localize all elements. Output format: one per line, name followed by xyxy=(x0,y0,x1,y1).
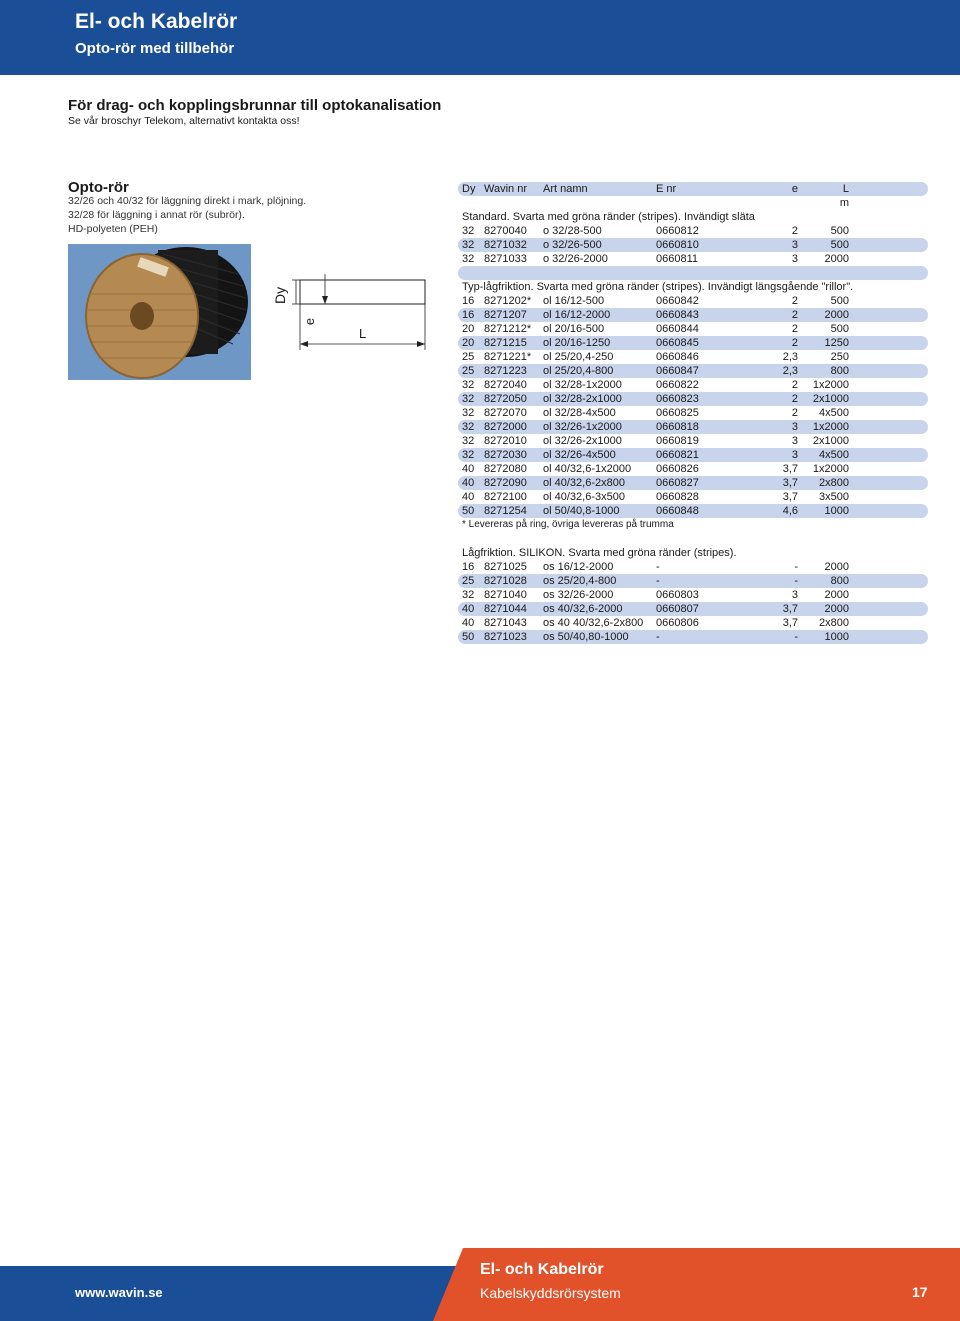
product-desc-line: HD-polyeten (PEH) xyxy=(68,223,158,235)
header-subtitle: Opto-rör med tillbehör xyxy=(75,40,235,57)
cell-wavin-nr: 8271043 xyxy=(484,617,527,629)
cell-wavin-nr: 8272050 xyxy=(484,393,527,405)
table-row xyxy=(458,476,928,490)
cell-e-nr: 0660842 xyxy=(656,295,699,307)
footer-url[interactable]: www.wavin.se xyxy=(75,1285,163,1300)
cell-e: 2 xyxy=(791,295,798,307)
cell-e-nr: 0660826 xyxy=(656,463,699,475)
cell-dy: 50 xyxy=(462,505,475,517)
col-unit-l: m xyxy=(839,197,849,209)
cell-e: - xyxy=(794,575,798,587)
cell-l: 1x2000 xyxy=(812,421,849,433)
cell-e-nr: 0660827 xyxy=(656,477,699,489)
cell-e: 2 xyxy=(791,323,798,335)
cell-dy: 40 xyxy=(462,477,475,489)
cell-l: 500 xyxy=(830,295,849,307)
table-row xyxy=(458,294,928,308)
cell-dy: 50 xyxy=(462,631,475,643)
page-header xyxy=(0,0,960,75)
cell-e: 2,3 xyxy=(782,365,798,377)
cell-e: 2,3 xyxy=(782,351,798,363)
table-row xyxy=(458,448,928,462)
cell-e: 3,7 xyxy=(782,617,798,629)
cell-e: 2 xyxy=(791,407,798,419)
product-desc-line: 32/26 och 40/32 för läggning direkt i mark, plöjning. xyxy=(68,195,307,207)
cell-dy: 40 xyxy=(462,491,475,503)
cell-e: 3,7 xyxy=(782,491,798,503)
table-header-row xyxy=(458,182,928,196)
cell-e: 2 xyxy=(791,309,798,321)
cell-dy: 32 xyxy=(462,253,475,265)
table-row xyxy=(458,504,928,518)
col-header-dy: Dy xyxy=(462,183,476,195)
cell-dy: 32 xyxy=(462,379,475,391)
cell-wavin-nr: 8271202* xyxy=(484,295,532,307)
cell-art-namn: ol 20/16-500 xyxy=(543,323,605,335)
cell-e-nr: - xyxy=(656,575,660,587)
cell-wavin-nr: 8271033 xyxy=(484,253,527,265)
cell-art-namn: os 16/12-2000 xyxy=(543,561,614,573)
product-table xyxy=(458,182,928,644)
cell-e-nr: - xyxy=(656,631,660,643)
cell-art-namn: os 40/32,6-2000 xyxy=(543,603,623,615)
cell-dy: 32 xyxy=(462,239,475,251)
cell-art-namn: ol 50/40,8-1000 xyxy=(543,505,620,517)
table-row xyxy=(458,434,928,448)
cell-l: 2000 xyxy=(824,253,849,265)
cell-l: 2000 xyxy=(824,561,849,573)
table-row xyxy=(458,308,928,322)
cell-dy: 32 xyxy=(462,449,475,461)
table-unit-row xyxy=(458,196,928,210)
cell-art-namn: ol 32/28-4x500 xyxy=(543,407,616,419)
cell-art-namn: ol 32/26-2x1000 xyxy=(543,435,622,447)
intro-title: För drag- och kopplingsbrunnar till optokanalisation xyxy=(68,97,442,114)
cell-l: 1250 xyxy=(824,337,849,349)
table-row xyxy=(458,364,928,378)
cell-dy: 32 xyxy=(462,407,475,419)
footer-title: El- och Kabelrör xyxy=(480,1261,604,1278)
cell-wavin-nr: 8272100 xyxy=(484,491,527,503)
cell-e-nr: 0660806 xyxy=(656,617,699,629)
cell-l: 3x500 xyxy=(819,491,849,503)
cell-wavin-nr: 8271221* xyxy=(484,351,532,363)
cell-e-nr: 0660844 xyxy=(656,323,699,335)
cell-l: 1000 xyxy=(824,505,849,517)
cell-dy: 16 xyxy=(462,309,475,321)
cell-e-nr: 0660821 xyxy=(656,449,699,461)
table-spacer-row xyxy=(458,266,928,280)
cell-art-namn: o 32/28-500 xyxy=(543,225,602,237)
cell-e-nr: 0660803 xyxy=(656,589,699,601)
cell-wavin-nr: 8271040 xyxy=(484,589,527,601)
cell-art-namn: ol 16/12-2000 xyxy=(543,309,611,321)
cell-l: 500 xyxy=(830,225,849,237)
cell-dy: 32 xyxy=(462,225,475,237)
intro-subtitle: Se vår broschyr Telekom, alternativt kontakta oss! xyxy=(68,115,300,127)
table-row xyxy=(458,490,928,504)
cell-l: 2000 xyxy=(824,603,849,615)
cell-wavin-nr: 8272070 xyxy=(484,407,527,419)
cell-dy: 32 xyxy=(462,435,475,447)
col-header-e: e xyxy=(791,183,798,195)
diagram-label-dy: Dy xyxy=(272,286,288,304)
product-desc-line: 32/28 för läggning i annat rör (subrör). xyxy=(68,209,245,221)
cell-e: 2 xyxy=(791,379,798,391)
cell-l: 2000 xyxy=(824,309,849,321)
cell-art-namn: ol 40/32,6-3x500 xyxy=(543,491,625,503)
cell-wavin-nr: 8271023 xyxy=(484,631,527,643)
cell-wavin-nr: 8271215 xyxy=(484,337,527,349)
cell-wavin-nr: 8271207 xyxy=(484,309,527,321)
cell-wavin-nr: 8271044 xyxy=(484,603,527,615)
cell-e-nr: 0660845 xyxy=(656,337,699,349)
cell-l: 500 xyxy=(830,323,849,335)
section-title: Standard. Svarta med gröna ränder (stripes). Invändigt släta xyxy=(462,211,755,223)
header-title: El- och Kabelrör xyxy=(75,10,238,33)
cell-dy: 20 xyxy=(462,337,475,349)
cell-e: 3 xyxy=(791,589,798,601)
table-row xyxy=(458,378,928,392)
table-row xyxy=(458,350,928,364)
cell-e: 3,7 xyxy=(782,477,798,489)
cell-art-namn: o 32/26-500 xyxy=(543,239,602,251)
footer-subtitle: Kabelskyddsrörsystem xyxy=(480,1285,621,1301)
cell-e-nr: 0660825 xyxy=(656,407,699,419)
table-row xyxy=(458,420,928,434)
cell-e-nr: 0660828 xyxy=(656,491,699,503)
cell-dy: 40 xyxy=(462,617,475,629)
cell-wavin-nr: 8271028 xyxy=(484,575,527,587)
cell-l: 4x500 xyxy=(819,449,849,461)
cell-art-namn: ol 40/32,6-1x2000 xyxy=(543,463,632,475)
cell-e: 4,6 xyxy=(782,505,798,517)
cell-wavin-nr: 8271025 xyxy=(484,561,527,573)
cell-dy: 16 xyxy=(462,561,475,573)
cell-e: 3 xyxy=(791,239,798,251)
cell-wavin-nr: 8271223 xyxy=(484,365,527,377)
cell-l: 1x2000 xyxy=(812,379,849,391)
cell-art-namn: ol 32/28-1x2000 xyxy=(543,379,622,391)
table-row xyxy=(458,574,928,588)
cell-e: 3 xyxy=(791,253,798,265)
cell-wavin-nr: 8270040 xyxy=(484,225,527,237)
cell-e: 3 xyxy=(791,435,798,447)
table-row xyxy=(458,560,928,574)
table-row xyxy=(458,462,928,476)
cell-e: 2 xyxy=(791,337,798,349)
cell-e: 3,7 xyxy=(782,603,798,615)
col-header-enr: E nr xyxy=(656,183,677,195)
cell-art-namn: ol 32/28-2x1000 xyxy=(543,393,622,405)
cell-l: 1x2000 xyxy=(812,463,849,475)
section-title: Typ-lågfriktion. Svarta med gröna ränder (stripes). Invändigt längsgående "rillor". xyxy=(462,281,854,293)
cell-dy: 40 xyxy=(462,603,475,615)
cell-art-namn: os 40 40/32,6-2x800 xyxy=(543,617,644,629)
cell-art-namn: ol 25/20,4-250 xyxy=(543,351,614,363)
cell-wavin-nr: 8271032 xyxy=(484,239,527,251)
cell-l: 2x800 xyxy=(819,617,849,629)
table-section-standard xyxy=(458,210,928,266)
cell-e-nr: - xyxy=(656,561,660,573)
cell-dy: 16 xyxy=(462,295,475,307)
cell-e: - xyxy=(794,631,798,643)
cell-dy: 32 xyxy=(462,393,475,405)
cell-wavin-nr: 8272080 xyxy=(484,463,527,475)
cell-l: 4x500 xyxy=(819,407,849,419)
col-header-l: L xyxy=(842,183,849,195)
table-section-silikon xyxy=(458,546,928,644)
cell-wavin-nr: 8271254 xyxy=(484,505,527,517)
cell-e-nr: 0660848 xyxy=(656,505,699,517)
cell-art-namn: ol 25/20,4-800 xyxy=(543,365,614,377)
cell-l: 1000 xyxy=(824,631,849,643)
cell-l: 2x1000 xyxy=(812,393,849,405)
product-title: Opto-rör xyxy=(68,179,129,196)
table-row xyxy=(458,238,928,252)
cell-l: 500 xyxy=(830,239,849,251)
cell-art-namn: os 25/20,4-800 xyxy=(543,575,617,587)
cell-e: 3 xyxy=(791,449,798,461)
diagram-label-e: e xyxy=(302,317,318,326)
cell-wavin-nr: 8272030 xyxy=(484,449,527,461)
cell-wavin-nr: 8272010 xyxy=(484,435,527,447)
cell-wavin-nr: 8272090 xyxy=(484,477,527,489)
table-section-lagfriktion xyxy=(458,280,928,518)
pipe-dimension-diagram xyxy=(270,270,440,350)
diagram-label-l: L xyxy=(359,326,367,341)
cell-e-nr: 0660811 xyxy=(656,253,699,265)
cell-e-nr: 0660810 xyxy=(656,239,699,251)
cell-e: 3 xyxy=(791,421,798,433)
cell-wavin-nr: 8271212* xyxy=(484,323,532,335)
cell-e: 3,7 xyxy=(782,463,798,475)
page-number: 17 xyxy=(912,1284,928,1300)
cell-e-nr: 0660818 xyxy=(656,421,699,433)
cell-art-namn: ol 40/32,6-2x800 xyxy=(543,477,625,489)
table-row xyxy=(458,406,928,420)
table-row xyxy=(458,336,928,350)
cell-art-namn: ol 16/12-500 xyxy=(543,295,605,307)
cell-dy: 25 xyxy=(462,365,475,377)
cell-dy: 40 xyxy=(462,463,475,475)
cell-e: 2 xyxy=(791,225,798,237)
cell-e-nr: 0660823 xyxy=(656,393,699,405)
col-header-wavin: Wavin nr xyxy=(484,183,527,195)
cell-e-nr: 0660847 xyxy=(656,365,699,377)
cell-art-namn: os 32/26-2000 xyxy=(543,589,614,601)
table-row xyxy=(458,224,928,238)
table-note: * Levereras på ring, övriga levereras på trumma xyxy=(462,519,674,530)
cell-dy: 25 xyxy=(462,575,475,587)
cell-e-nr: 0660812 xyxy=(656,225,699,237)
cell-e: - xyxy=(794,561,798,573)
table-row xyxy=(458,322,928,336)
cell-dy: 32 xyxy=(462,589,475,601)
table-row xyxy=(458,616,928,630)
table-row xyxy=(458,252,928,266)
cell-art-namn: os 50/40,80-1000 xyxy=(543,631,629,643)
table-row xyxy=(458,392,928,406)
cell-l: 2x800 xyxy=(819,477,849,489)
cable-reel-photo xyxy=(68,244,251,380)
table-row xyxy=(458,588,928,602)
table-row xyxy=(458,630,928,644)
cell-dy: 32 xyxy=(462,421,475,433)
cell-dy: 25 xyxy=(462,351,475,363)
cell-e-nr: 0660846 xyxy=(656,351,699,363)
cell-wavin-nr: 8272000 xyxy=(484,421,527,433)
cell-l: 800 xyxy=(830,575,849,587)
table-row xyxy=(458,602,928,616)
cell-e-nr: 0660843 xyxy=(656,309,699,321)
cell-l: 250 xyxy=(830,351,849,363)
cell-art-namn: ol 20/16-1250 xyxy=(543,337,611,349)
cell-e: 2 xyxy=(791,393,798,405)
cell-l: 2x1000 xyxy=(812,435,849,447)
cell-e-nr: 0660819 xyxy=(656,435,699,447)
section-title: Lågfriktion. SILIKON. Svarta med gröna ränder (stripes). xyxy=(462,547,737,559)
cell-l: 800 xyxy=(830,365,849,377)
col-header-art: Art namn xyxy=(543,183,588,195)
cell-art-namn: ol 32/26-1x2000 xyxy=(543,421,622,433)
cell-wavin-nr: 8272040 xyxy=(484,379,527,391)
cell-l: 2000 xyxy=(824,589,849,601)
cell-e-nr: 0660822 xyxy=(656,379,699,391)
cell-art-namn: o 32/26-2000 xyxy=(543,253,608,265)
cell-e-nr: 0660807 xyxy=(656,603,699,615)
cell-art-namn: ol 32/26-4x500 xyxy=(543,449,616,461)
cell-dy: 20 xyxy=(462,323,475,335)
